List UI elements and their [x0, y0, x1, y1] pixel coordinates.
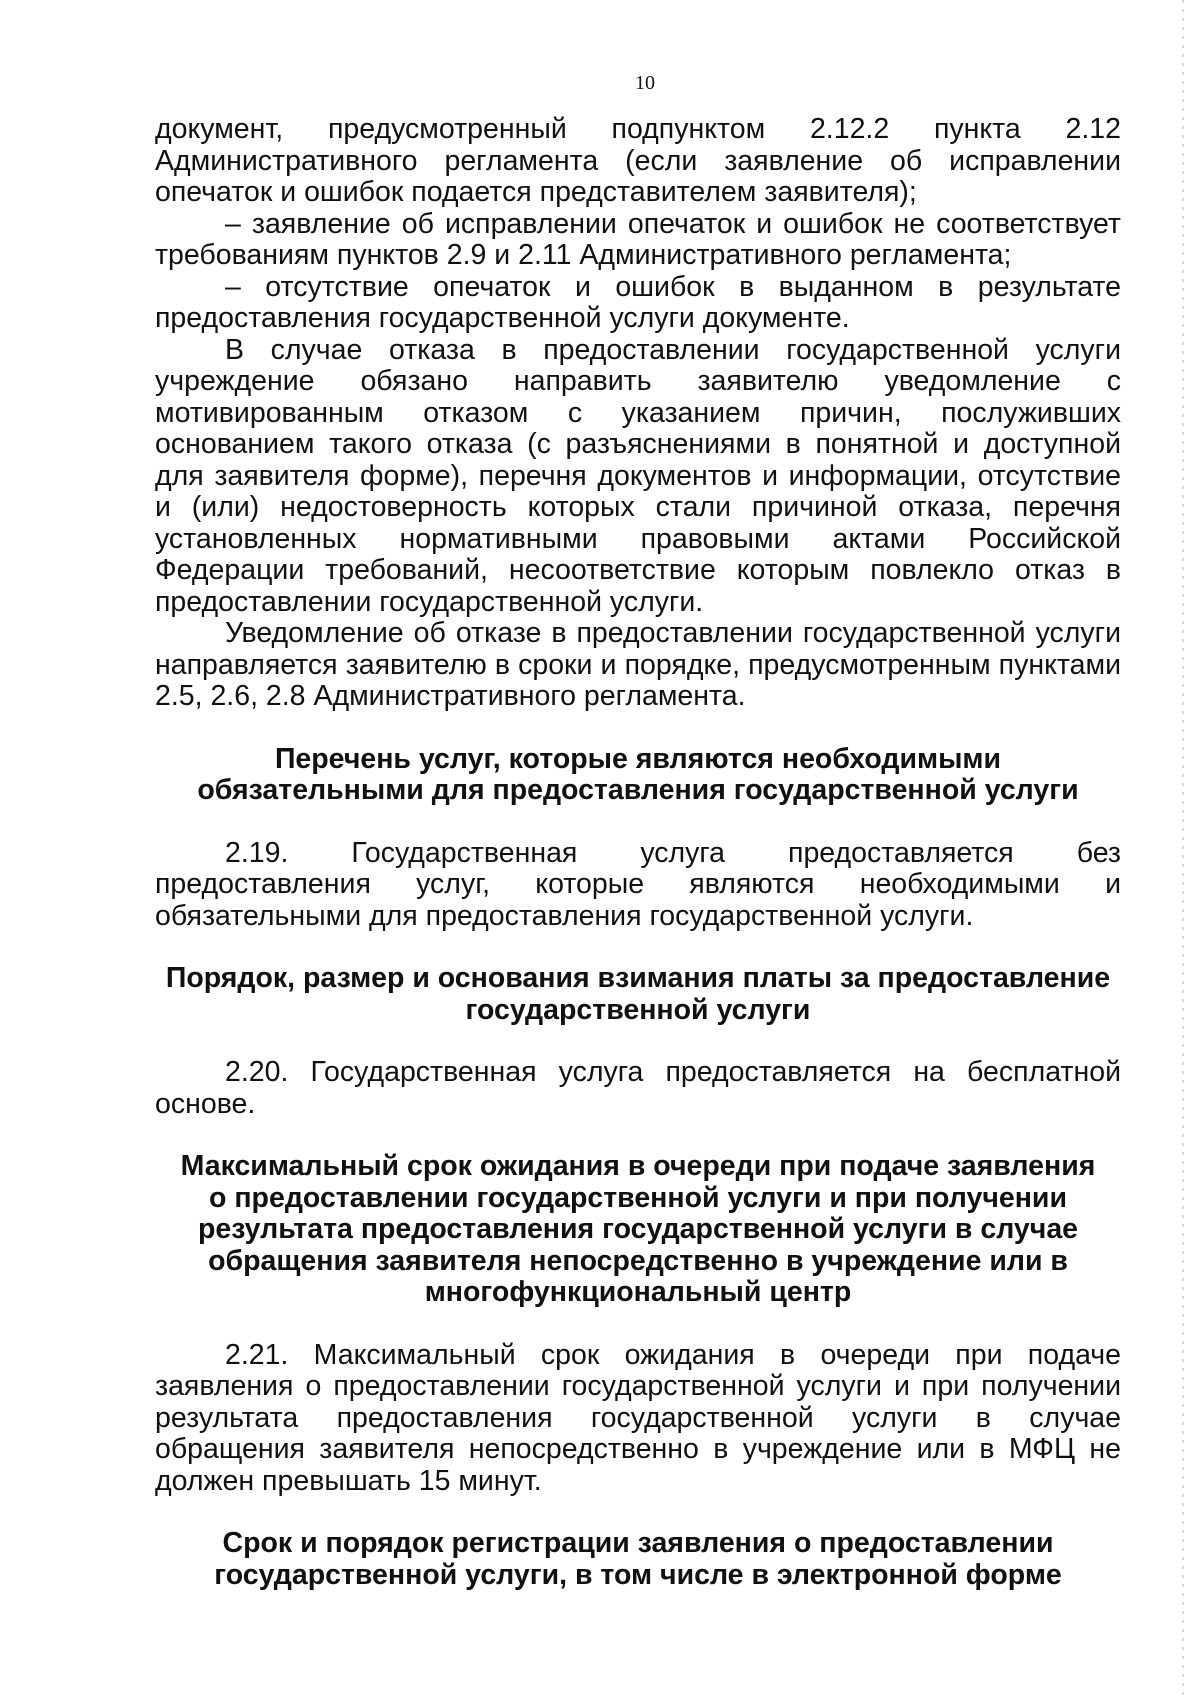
heading-line: о предоставлении государственной услуги и при получении [209, 1181, 1067, 1214]
heading-line: результата предоставления государственной услуги в случае [197, 1213, 1079, 1245]
heading-line: Максимальный срок ожидания в очереди при подаче заявления [180, 1150, 1096, 1182]
heading-line: государственной услуги, в том числе в электронной форме [214, 1558, 1062, 1591]
heading-line: многофункциональный центр [424, 1276, 852, 1308]
heading-line: обязательными для предоставления государственной услуги [197, 774, 1079, 806]
section-heading-registration [155, 1528, 1121, 1591]
scan-edge-artifact [1182, 0, 1184, 1697]
page-number: 10 [635, 72, 655, 94]
paragraph-2-21: 2.21. Максимальный срок ожидания в очереди при подаче заявления о предоставлении государственной услуги и при получении результата предоставления государственной услуги в случае обращения заявителя непосредственно в учреждение или в МФЦ не должен превышать 15 минут. [155, 1338, 1121, 1497]
paragraph-intro-1: документ, предусмотренный подпунктом 2.12.2 пункта 2.12 Административного регламента (если заявление об исправлении опечаток и ошибок подается представителем заявителя); [155, 113, 1121, 208]
paragraph-refusal-delivery: Уведомление об отказе в предоставлении государственной услуги направляется заявителю в сроки и порядке, предусмотренным пунктами 2.5, 2.6, 2.8 Административного регламента. [155, 617, 1121, 712]
paragraph-2-20: 2.20. Государственная услуга предоставляется на бесплатной основе. [155, 1056, 1121, 1120]
heading-line: Перечень услуг, которые являются необходимыми [274, 742, 1002, 775]
heading-line: государственной услуги [465, 993, 811, 1026]
paragraph-refusal-notice: В случае отказа в предоставлении государственной услуги учреждение обязано направить заявителю уведомление с мотивированным отказом с указанием причин, послуживших основанием такого отказа (с разъяснениями в понятной и доступной для заявителя форме), перечня документов и информации, отсутствие и (или) недостоверность которых стали причиной отказа, перечня установленных нормативными правовыми актами Российской Федерации требований, несоответствие которым повлекло отказ в предоставлении государственной услуги. [155, 333, 1121, 618]
heading-line: Срок и порядок регистрации заявления о предоставлении [222, 1527, 1054, 1559]
section-heading-fees [155, 963, 1121, 1026]
paragraph-intro-2: – заявление об исправлении опечаток и ошибок не соответствует требованиям пунктов 2.9 и 2.11 Административного регламента; [155, 207, 1121, 271]
heading-line: обращения заявителя непосредственно в учреждение или в [208, 1244, 1068, 1277]
section-heading-waiting-time [155, 1151, 1121, 1309]
section-heading-necessary-services [155, 744, 1121, 807]
heading-line: Порядок, размер и основания взимания платы за предоставление [165, 962, 1111, 994]
document-body [155, 114, 1121, 1591]
paragraph-2-19: 2.19. Государственная услуга предоставляется без предоставления услуг, которые являются необходимыми и обязательными для предоставления государственной услуги. [155, 836, 1121, 932]
paragraph-intro-3: – отсутствие опечаток и ошибок в выданном в результате предоставления государственной услуги документе. [155, 270, 1121, 334]
